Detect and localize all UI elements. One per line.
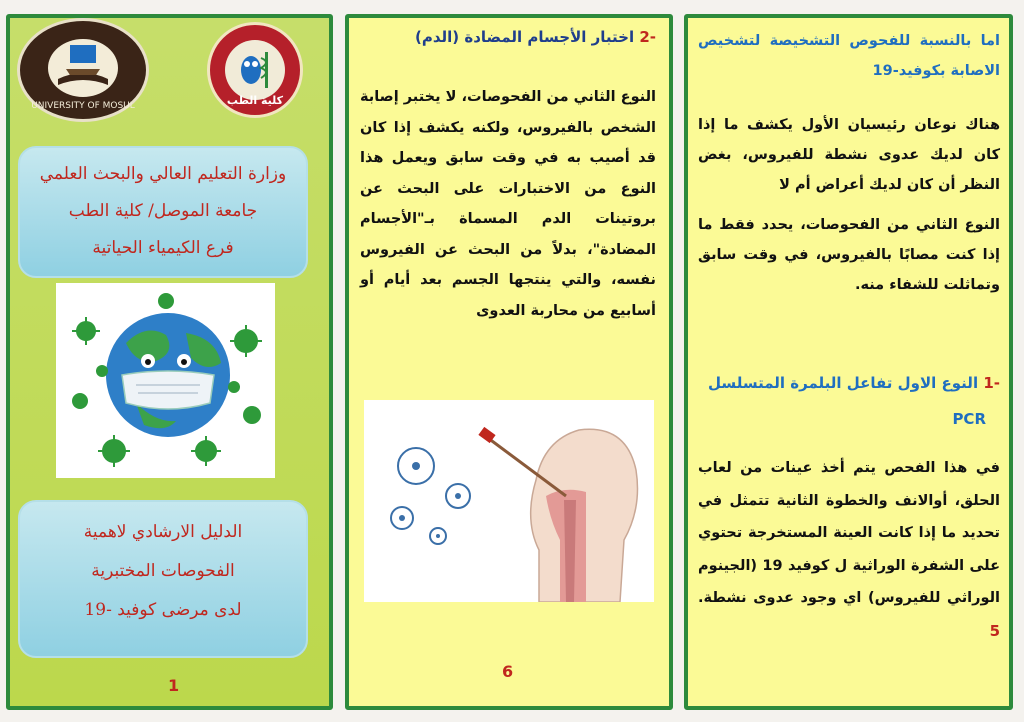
medicine-emblem <box>225 40 285 100</box>
page-number: 1 <box>168 676 180 695</box>
guide-title-box <box>18 500 308 658</box>
guide-line-3: لدى مرضى كوفيد -19 <box>84 600 242 620</box>
university-logo <box>17 18 149 122</box>
title-number: -2 <box>639 28 656 46</box>
nasal-swab-icon <box>364 400 654 602</box>
ministry-title-box <box>18 146 308 278</box>
guide-line-1: الدليل الارشادي لاهمية <box>83 522 243 542</box>
ministry-line: وزارة التعليم العالي والبحث العلمي <box>39 164 287 184</box>
test-types-paragraph: هناك نوعان رئيسيان الأول يكشف ما إذا كان لديك عدوى نشطة للفيروس، بغض النظر أن كان لديك أعراض أم لا <box>698 117 1000 193</box>
masked-globe-illustration <box>56 283 275 478</box>
pcr-heading <box>698 368 1000 398</box>
university-line: جامعة الموصل/ كلية الطب <box>68 201 258 221</box>
department-line: فرع الكيمياء الحياتية <box>92 238 234 258</box>
medicine-college-logo <box>207 22 303 118</box>
owl-caduceus-icon <box>225 40 285 100</box>
pcr-body <box>698 452 1000 648</box>
medicine-logo-text: كلية الطب <box>226 94 284 107</box>
university-logo-text: UNIVERSITY OF MOSUL <box>31 101 135 111</box>
university-emblem <box>48 39 118 97</box>
page-number: 6 <box>502 662 514 681</box>
guide-line-2: الفحوصات المختبرية <box>91 561 235 581</box>
second-type-paragraph: النوع الثاني من الفحوصات، يحدد فقط ما إذا كنت مصابًا بالفيروس، في وقت سابق وتماثلت للشفاء منه. <box>698 217 1000 293</box>
pcr-paragraph: في هذا الفحص يتم أخذ عينات من لعاب الحلق، أوالانف والخطوة الثانية تتمثل في تحديد ما إذا كانت العينة المستخرجة تحتوي على الشفرة الوراثية ل كوفيد 19 (الجينوم الوراثي للفيروس) اي وجود عدوى نشطة. <box>698 460 1000 606</box>
swab-test-illustration <box>364 400 654 602</box>
antibody-test-title <box>360 28 656 46</box>
book-icon <box>48 39 118 97</box>
heading-number: -1 <box>983 374 1000 392</box>
diagnostic-intro: اما بالنسبة للفحوص التشخيصة لتشخيص الاصابة بكوفيد-19 <box>698 33 1000 79</box>
title-text: اختبار الأجسام المضادة (الدم) <box>415 28 635 46</box>
page-number: 5 <box>989 621 1000 640</box>
diagnostic-body <box>698 110 1000 310</box>
heading-text: النوع الاول تفاعل البلمرة المتسلسل <box>708 374 979 392</box>
pcr-label: PCR <box>952 410 986 428</box>
globe-mask-icon <box>56 283 275 478</box>
antibody-test-body: النوع الثاني من الفحوصات، لا يختبر إصابة الشخص بالفيروس، ولكنه يكشف إذا كان قد أصيب به في وقت سابق ويعمل هذا النوع من الاختبارات على البحث عن بروتينات الدم المسماة بـ"الأجسام المضادة"، بدلاً من البحث عن الفيروس نفسه، والتي ينتجها الجسم بعد أيام أو أسابيع من محاربة العدوى <box>360 89 656 319</box>
